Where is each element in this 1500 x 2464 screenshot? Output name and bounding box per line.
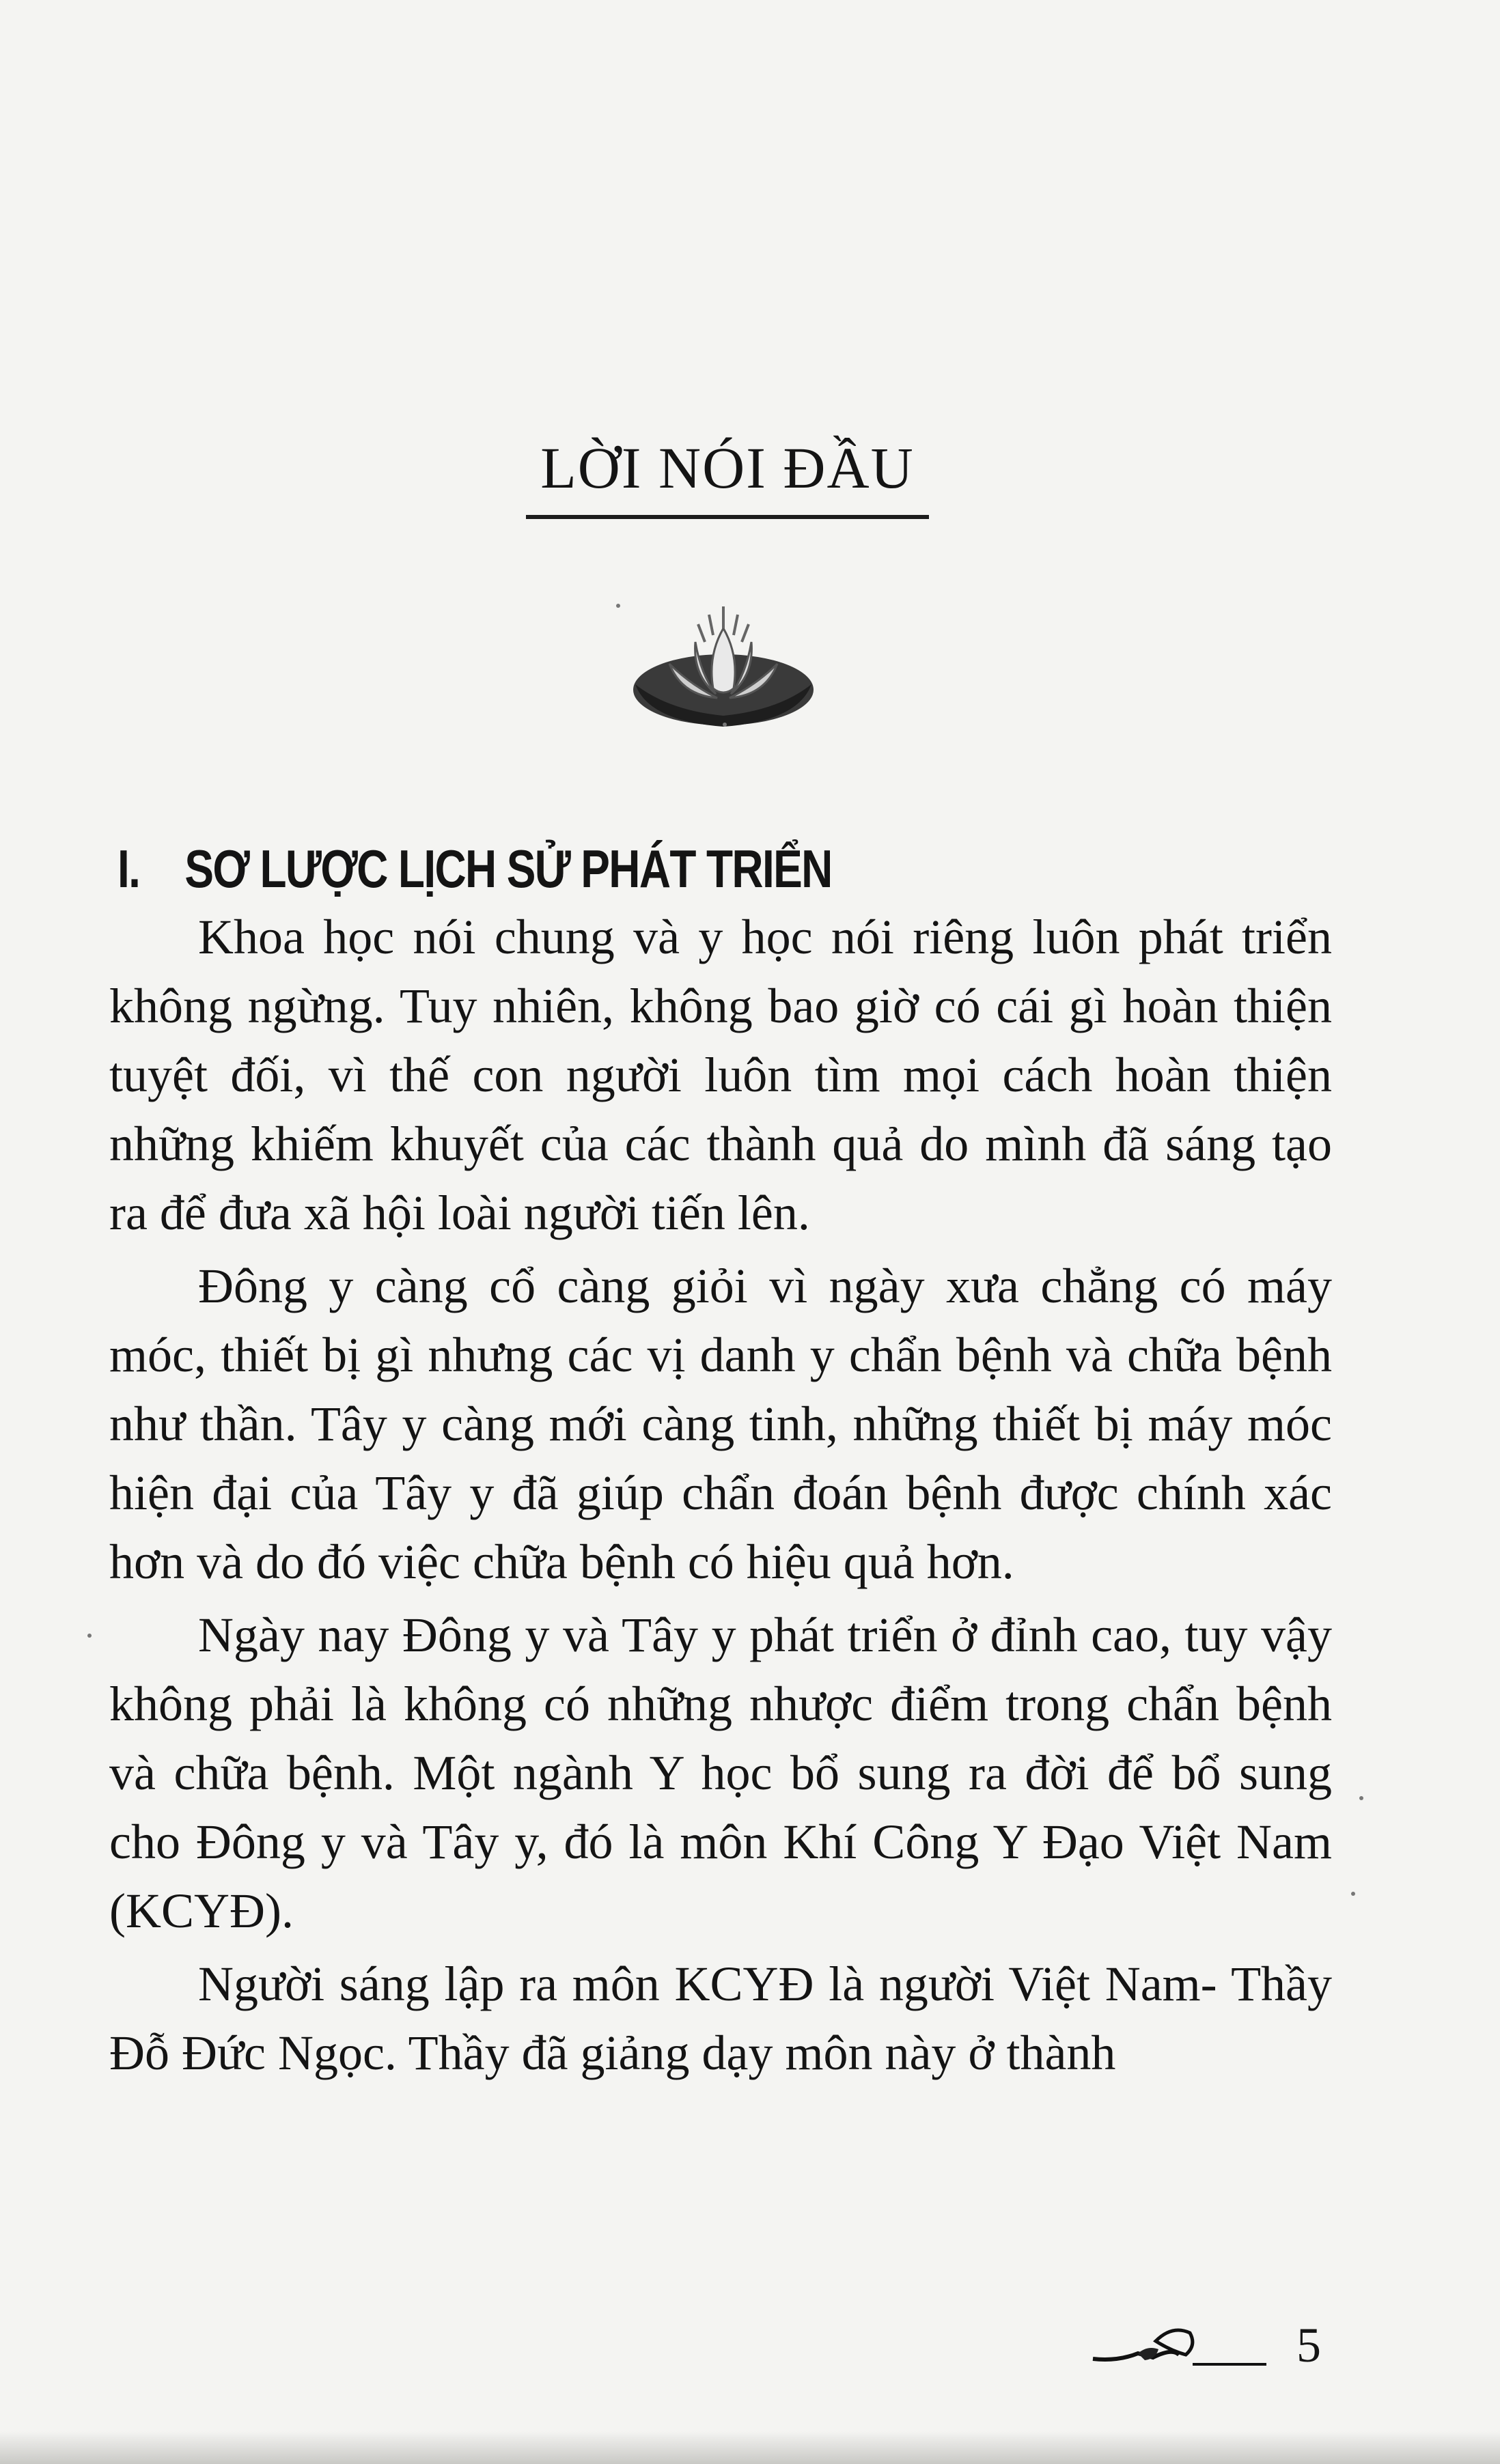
boat-ornament-icon <box>1090 2321 1268 2375</box>
paper-speck <box>1359 1796 1363 1800</box>
paragraph: Người sáng lập ra môn KCYĐ là người Việt Nam- Thầy Đỗ Đức Ngọc. Thầy đã giảng dạy môn này ở thành <box>109 1957 1332 2080</box>
section-number: I. <box>117 839 140 899</box>
paragraph: Ngày nay Đông y và Tây y phát triển ở đỉnh cao, tuy vậy không phải là không có những nhược điểm trong chẩn bệnh và chữa bệnh. Một ngành Y học bổ sung ra đời để bổ sung cho Đông y và Tây y, đó là môn Khí Công Y Đạo Việt Nam (KCYĐ). <box>109 1608 1332 1938</box>
paper-speck <box>1351 1892 1355 1896</box>
page-edge-shadow <box>0 2431 1500 2464</box>
lotus-icon <box>627 601 820 731</box>
section-title: SƠ LƯỢC LỊCH SỬ PHÁT TRIỂN <box>184 839 832 899</box>
paper-speck <box>723 723 727 727</box>
paper-speck <box>616 604 620 608</box>
paragraph: Đông y càng cổ càng giỏi vì ngày xưa chẳng có máy móc, thiết bị gì nhưng các vị danh y chẩn bệnh và chữa bệnh như thần. Tây y càng mới càng tinh, những thiết bị máy móc hiện đại của Tây y đã giúp chẩn đoán bệnh được chính xác hơn và do đó việc chữa bệnh có hiệu quả hơn. <box>109 1259 1332 1589</box>
section-heading <box>117 835 832 903</box>
page-number: 5 <box>1296 2318 1321 2372</box>
body-text <box>109 903 1332 2092</box>
paragraph: Khoa học nói chung và y học nói riêng luôn phát triển không ngừng. Tuy nhiên, không bao giờ có cái gì hoàn thiện tuyệt đối, vì thế con người luôn tìm mọi cách hoàn thiện những khiếm khuyết của các thành quả do mình đã sáng tạo ra để đưa xã hội loài người tiến lên. <box>109 910 1332 1240</box>
paper-speck <box>87 1634 92 1638</box>
page-title: LỜI NÓI ĐẦU <box>526 430 929 519</box>
